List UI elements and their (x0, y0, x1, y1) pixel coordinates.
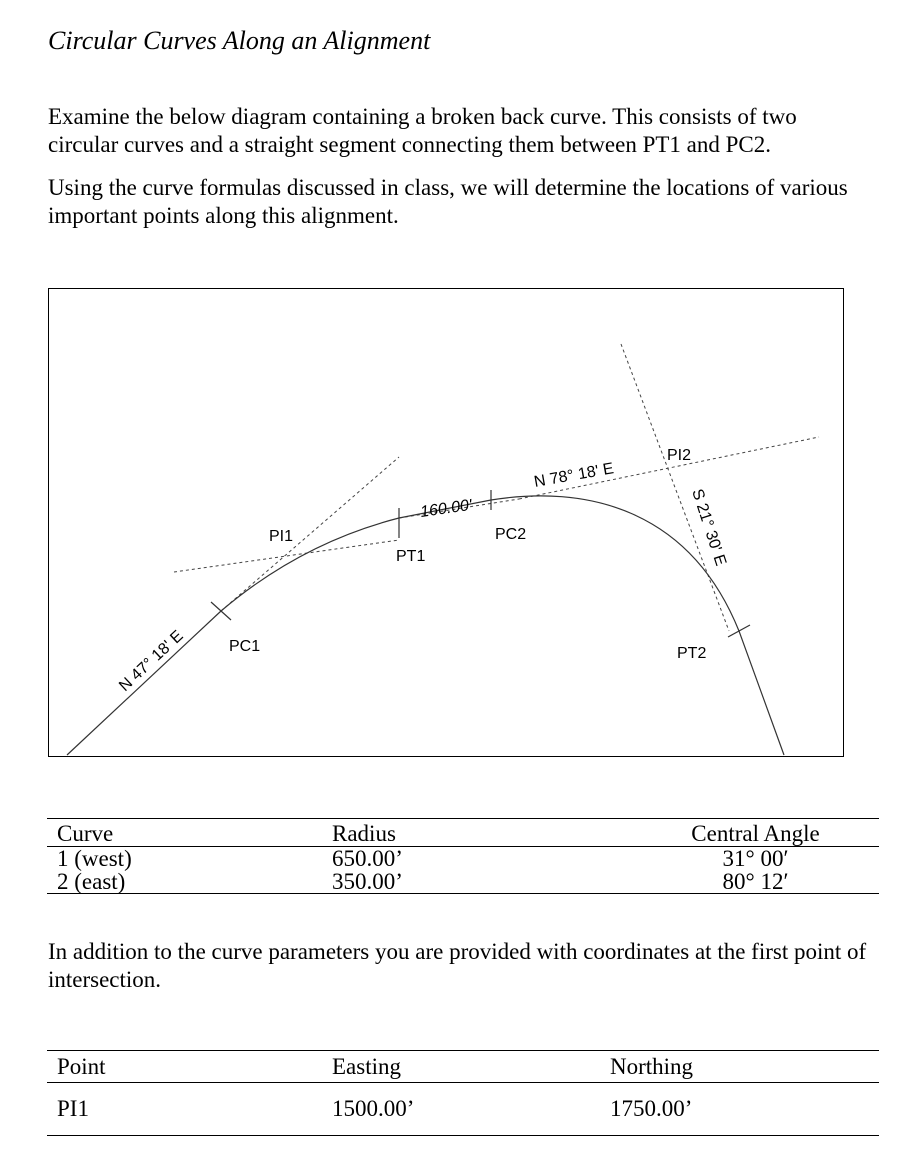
bearing-east-label: S 21° 30' E (688, 486, 730, 569)
northing-header: Northing (610, 1051, 879, 1083)
table-header-row (47, 819, 879, 847)
pi2-label: PI2 (667, 447, 692, 464)
table-row (47, 1083, 879, 1136)
central-angle-cell: 31° 00′ (722, 846, 789, 871)
coordinates-paragraph: In addition to the curve parameters you are provided with coordinates at the first point of intersection. (48, 939, 867, 992)
intro-paragraph: Examine the below diagram containing a broken back curve. This consists of two circular curves and a straight segment connecting them between PT1 and PC2. (48, 104, 797, 157)
table-row (47, 847, 879, 871)
pc2-label: PC2 (495, 526, 527, 543)
radius-cell: 650.00’ (332, 846, 403, 871)
east-tangent-line (739, 631, 784, 755)
pc1-label: PC1 (229, 638, 261, 655)
curve-cell: 2 (east) (57, 869, 126, 894)
tangent-dotted-line (221, 457, 399, 611)
bearing-west-label: N 47° 18' E (116, 627, 187, 695)
method-paragraph: Using the curve formulas discussed in class, we will determine the locations of various important points along this alignment. (48, 175, 848, 228)
point-coordinates-table (47, 1050, 879, 1136)
central-angle-cell: 80° 12′ (722, 869, 789, 894)
curve-1-arc (221, 518, 399, 611)
northing-cell: 1750.00’ (610, 1096, 693, 1121)
curve-cell: 1 (west) (57, 846, 132, 871)
curve-parameters-table (47, 818, 879, 894)
radius-cell: 350.00’ (332, 869, 403, 894)
pi2-back-tangent-line (621, 344, 729, 631)
document-title: Circular Curves Along an Alignment (48, 26, 431, 55)
radius-header: Radius (332, 819, 632, 847)
west-tangent-line (67, 611, 221, 755)
easting-cell: 1500.00’ (332, 1096, 415, 1121)
table-header-row (47, 1051, 879, 1083)
pt2-label: PT2 (677, 645, 707, 662)
pi1-label: PI1 (269, 528, 294, 545)
pt1-label: PT1 (396, 548, 426, 565)
point-header: Point (47, 1051, 332, 1083)
pt2-tick (728, 625, 750, 637)
tangent-length-label: 160.00' (419, 496, 474, 521)
alignment-diagram (48, 288, 844, 757)
curve-header: Curve (47, 819, 332, 847)
bearing-middle-label: N 78° 18' E (532, 460, 616, 491)
table-row (47, 870, 879, 894)
central-angle-header: Central Angle (632, 819, 879, 847)
point-cell: PI1 (57, 1096, 89, 1121)
easting-header: Easting (332, 1051, 610, 1083)
alignment-svg (49, 289, 844, 757)
